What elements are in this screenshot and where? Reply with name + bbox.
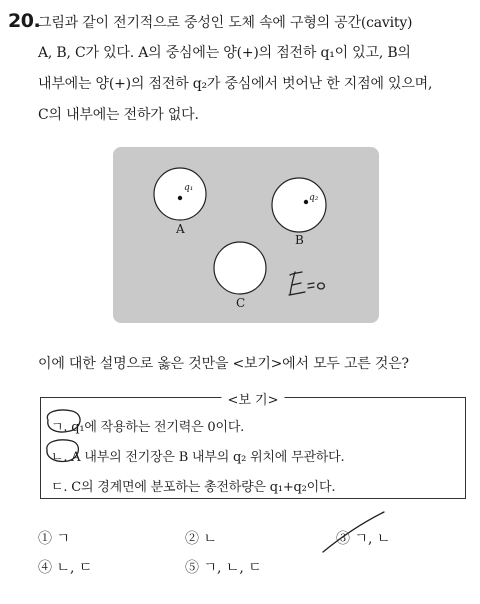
question-line-4: C의 내부에는 전하가 없다. [38, 107, 199, 123]
choice-5-text: ㄱ, ㄴ, ㄷ [203, 560, 262, 576]
choice-1-text: ㄱ [56, 531, 70, 547]
cavity-c-label: C [236, 296, 246, 310]
choice-3-text: ㄱ, ㄴ [354, 531, 391, 547]
choice-1-number: ① [38, 531, 52, 547]
charge-q2-label: q₂ [309, 193, 319, 203]
cavity-c [214, 242, 266, 294]
choice-4[interactable] [38, 557, 92, 577]
bogi-item-3-mark: ㄷ. [51, 480, 68, 495]
cavity-b [272, 178, 326, 232]
charge-q1-label: q₁ [184, 183, 194, 193]
bogi-item-3 [51, 476, 335, 495]
cavity-b-label: B [295, 233, 304, 247]
cavity-a [154, 168, 206, 220]
bogi-item-3-text: C의 경계면에 분포하는 총전하량은 q₁+q₂이다. [71, 480, 336, 495]
choice-4-text: ㄴ, ㄷ [56, 560, 93, 576]
conductor-diagram [113, 147, 379, 323]
bogi-item-1-mark: ㄱ. [51, 420, 68, 435]
choice-1[interactable] [38, 528, 70, 548]
choice-4-number: ④ [38, 560, 52, 576]
bogi-item-2-mark: ㄴ. [51, 450, 68, 465]
charge-q1-dot [178, 196, 182, 200]
choice-2[interactable] [185, 528, 217, 548]
choice-5-number: ⑤ [185, 560, 199, 576]
bogi-item-1-text: q₁에 작용하는 전기력은 0이다. [71, 420, 245, 435]
cavity-a-label: A [176, 222, 185, 236]
choice-3-number: ③ [336, 531, 350, 547]
choice-3[interactable] [336, 528, 390, 548]
bogi-box [40, 393, 466, 499]
bogi-item-1 [51, 416, 244, 435]
question-number: 20. [8, 10, 41, 32]
bogi-title: <보 기> [221, 389, 284, 408]
bogi-item-2-text: A 내부의 전기장은 B 내부의 q₂ 위치에 무관하다. [71, 450, 345, 465]
choice-2-number: ② [185, 531, 199, 547]
question-line-3: 내부에는 양(+)의 점전하 q₂가 중심에서 벗어난 한 지점에 있으며, [38, 76, 433, 92]
choice-2-text: ㄴ [203, 531, 217, 547]
handwriting-e-equals-zero [289, 272, 324, 295]
question-prompt: 이에 대한 설명으로 옳은 것만을 <보기>에서 모두 고른 것은? [38, 356, 409, 372]
conductor-figure [113, 147, 379, 323]
bogi-item-2 [51, 446, 344, 465]
question-line-2: A, B, C가 있다. A의 중심에는 양(+)의 점전하 q₁이 있고, B의 [38, 45, 411, 61]
charge-q2-dot [304, 200, 308, 204]
choice-5[interactable] [185, 557, 262, 577]
question-line-1: 그림과 같이 전기적으로 중성인 도체 속에 구형의 공간(cavity) [38, 15, 413, 31]
